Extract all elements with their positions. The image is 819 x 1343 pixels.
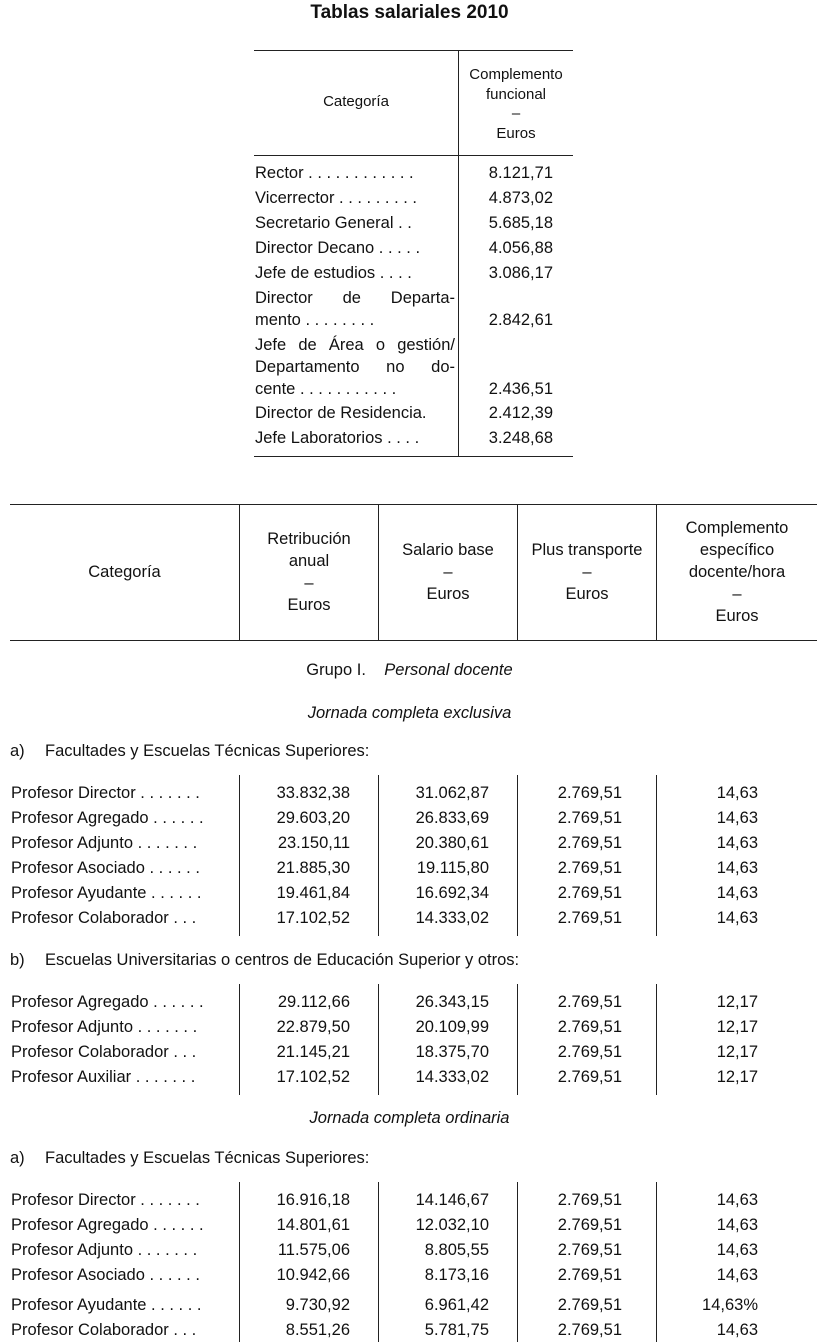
- table-row: [10, 881, 817, 906]
- complement-table: [254, 50, 573, 457]
- row-label: Director Decano . . . . .: [255, 239, 421, 257]
- row-label: Profesor Agregado . . . . . .: [11, 809, 204, 827]
- base-salary-value: 8.805,55: [424, 1241, 489, 1259]
- specific-complement-value: 14,63: [716, 1241, 758, 1259]
- annual-value: 19.461,84: [276, 884, 350, 902]
- row-label: Profesor Colaborador . . .: [11, 1321, 197, 1339]
- specific-complement-value: 14,63: [716, 1191, 758, 1209]
- row-label: Profesor Agregado . . . . . .: [11, 993, 204, 1011]
- table-row: [10, 1238, 817, 1263]
- row-value: 4.873,02: [488, 189, 553, 207]
- row-label: Profesor Colaborador . . .: [11, 1043, 197, 1061]
- row-value: 4.056,88: [488, 239, 553, 257]
- column-header-complement: Complemento funcional – Euros: [469, 66, 563, 142]
- table-rule: [254, 50, 573, 51]
- base-salary-value: 14.333,02: [415, 1068, 489, 1086]
- row-value: 2.842,61: [488, 311, 553, 329]
- transport-value: 2.769,51: [557, 1321, 622, 1339]
- row-value: 3.086,17: [488, 264, 553, 282]
- column-header-specific-complement: Complemento específico docente/hora – Euros: [685, 519, 789, 625]
- transport-value: 2.769,51: [557, 1191, 622, 1209]
- row-label: Profesor Adjunto . . . . . . .: [11, 1241, 198, 1259]
- row-label: Profesor Auxiliar . . . . . . .: [11, 1068, 196, 1086]
- row-label: Jefe Laboratorios . . . .: [255, 429, 420, 447]
- specific-complement-value: 14,63: [716, 909, 758, 927]
- base-salary-value: 5.781,75: [424, 1321, 489, 1339]
- table-row: [10, 990, 817, 1015]
- salary-table-header: [10, 504, 817, 641]
- table-row: [10, 1065, 817, 1090]
- row-value: 3.248,68: [488, 429, 553, 447]
- column-header-category: Categoría: [88, 563, 161, 581]
- row-label: Profesor Agregado . . . . . .: [11, 1216, 204, 1234]
- column-header-transport: Plus transporte – Euros: [531, 541, 643, 603]
- table-rule: [254, 155, 573, 156]
- base-salary-value: 19.115,80: [416, 859, 489, 877]
- salary-block: [10, 775, 817, 936]
- column-header-category: Categoría: [323, 93, 389, 110]
- base-salary-value: 8.173,16: [424, 1266, 489, 1284]
- section-heading: b) Escuelas Universitarias o centros de Educación Superior y otros:: [10, 951, 520, 969]
- specific-complement-value: 14,63: [716, 859, 758, 877]
- specific-complement-value: 12,17: [716, 1018, 758, 1036]
- row-label: Rector . . . . . . . . . . . .: [255, 164, 414, 182]
- annual-value: 21.885,30: [276, 859, 350, 877]
- specific-complement-value: 14,63: [716, 884, 758, 902]
- transport-value: 2.769,51: [557, 1068, 622, 1086]
- section-heading: a) Facultades y Escuelas Técnicas Superiores:: [10, 742, 370, 760]
- table-rule: [10, 640, 817, 641]
- transport-value: 2.769,51: [557, 784, 622, 802]
- table-row: [10, 806, 817, 831]
- section-heading: a) Facultades y Escuelas Técnicas Superiores:: [10, 1149, 370, 1167]
- row-value: 5.685,18: [488, 214, 553, 232]
- row-label: Secretario General . .: [255, 214, 412, 232]
- table-row: [10, 1213, 817, 1238]
- base-salary-value: 14.333,02: [415, 909, 489, 927]
- transport-value: 2.769,51: [557, 834, 622, 852]
- salary-block: [10, 1182, 817, 1342]
- transport-value: 2.769,51: [557, 909, 622, 927]
- annual-value: 21.145,21: [276, 1043, 350, 1061]
- row-value: 2.436,51: [488, 380, 553, 398]
- table-row: [10, 1188, 817, 1213]
- annual-value: 17.102,52: [276, 909, 350, 927]
- page-title: Tablas salariales 2010: [310, 2, 509, 23]
- row-label: Profesor Asociado . . . . . .: [11, 1266, 200, 1284]
- table-row: [10, 1015, 817, 1040]
- row-label: Profesor Ayudante . . . . . .: [11, 1296, 202, 1314]
- base-salary-value: 26.343,15: [415, 993, 489, 1011]
- table-row: [10, 906, 817, 931]
- specific-complement-value: 14,63: [716, 784, 758, 802]
- row-label: Director de Departa- mento . . . . . . . .: [255, 289, 455, 329]
- annual-value: 22.879,50: [276, 1018, 350, 1036]
- specific-complement-value: 14,63%: [702, 1296, 758, 1314]
- transport-value: 2.769,51: [557, 809, 622, 827]
- specific-complement-value: 14,63: [716, 1216, 758, 1234]
- row-label: Profesor Adjunto . . . . . . .: [11, 834, 198, 852]
- annual-value: 29.112,66: [277, 993, 350, 1011]
- row-value: 2.412,39: [488, 404, 553, 422]
- row-label: Profesor Director . . . . . . .: [11, 1191, 200, 1209]
- row-label: Profesor Ayudante . . . . . .: [11, 884, 202, 902]
- annual-value: 11.575,06: [277, 1241, 350, 1259]
- transport-value: 2.769,51: [557, 884, 622, 902]
- table-row: [10, 831, 817, 856]
- row-label: Jefe de estudios . . . .: [255, 264, 412, 282]
- table-rule: [254, 456, 573, 457]
- row-label: Jefe de Área o gestión/ Departamento no do- cente . . . . . . . . . . .: [255, 336, 455, 398]
- transport-value: 2.769,51: [557, 993, 622, 1011]
- row-label: Vicerrector . . . . . . . . .: [255, 189, 417, 207]
- specific-complement-value: 12,17: [716, 1043, 758, 1061]
- jornada-caption: Jornada completa exclusiva: [307, 704, 512, 722]
- specific-complement-value: 14,63: [716, 1321, 758, 1339]
- base-salary-value: 14.146,67: [415, 1191, 489, 1209]
- base-salary-value: 18.375,70: [415, 1043, 489, 1061]
- table-row: [10, 781, 817, 806]
- annual-value: 33.832,38: [276, 784, 350, 802]
- column-header-annual: Retribución anual – Euros: [267, 530, 351, 614]
- transport-value: 2.769,51: [557, 1241, 622, 1259]
- annual-value: 9.730,92: [285, 1296, 350, 1314]
- jornada-caption: Jornada completa ordinaria: [309, 1109, 510, 1127]
- row-label: Profesor Director . . . . . . .: [11, 784, 200, 802]
- transport-value: 2.769,51: [557, 1043, 622, 1061]
- specific-complement-value: 12,17: [716, 1068, 758, 1086]
- base-salary-value: 31.062,87: [415, 784, 489, 802]
- group-caption: Grupo I. Personal docente: [306, 661, 513, 679]
- row-value: 8.121,71: [488, 164, 553, 182]
- salary-block: [10, 984, 817, 1095]
- row-label: Profesor Asociado . . . . . .: [11, 859, 200, 877]
- table-rule: [10, 504, 817, 505]
- table-row: [10, 1040, 817, 1065]
- specific-complement-value: 14,63: [716, 1266, 758, 1284]
- row-label: Director de Residencia.: [255, 404, 427, 422]
- annual-value: 14.801,61: [276, 1216, 350, 1234]
- row-label: Profesor Colaborador . . .: [11, 909, 197, 927]
- table-row: [10, 856, 817, 881]
- specific-complement-value: 12,17: [716, 993, 758, 1011]
- table-row: [10, 1263, 817, 1288]
- base-salary-value: 12.032,10: [415, 1216, 489, 1234]
- specific-complement-value: 14,63: [716, 809, 758, 827]
- annual-value: 23.150,11: [277, 834, 350, 852]
- transport-value: 2.769,51: [557, 1266, 622, 1284]
- column-header-base-salary: Salario base – Euros: [402, 541, 494, 603]
- annual-value: 16.916,18: [276, 1191, 350, 1209]
- annual-value: 29.603,20: [276, 809, 350, 827]
- transport-value: 2.769,51: [557, 1018, 622, 1036]
- base-salary-value: 16.692,34: [415, 884, 489, 902]
- transport-value: 2.769,51: [557, 859, 622, 877]
- annual-value: 17.102,52: [276, 1068, 350, 1086]
- base-salary-value: 6.961,42: [424, 1296, 489, 1314]
- row-label: Profesor Adjunto . . . . . . .: [11, 1018, 198, 1036]
- annual-value: 8.551,26: [285, 1321, 350, 1339]
- base-salary-value: 26.833,69: [415, 809, 489, 827]
- table-row: [10, 1318, 817, 1343]
- transport-value: 2.769,51: [557, 1216, 622, 1234]
- table-row: [10, 1293, 817, 1318]
- transport-value: 2.769,51: [557, 1296, 622, 1314]
- annual-value: 10.942,66: [276, 1266, 350, 1284]
- base-salary-value: 20.380,61: [415, 834, 489, 852]
- base-salary-value: 20.109,99: [415, 1018, 489, 1036]
- specific-complement-value: 14,63: [716, 834, 758, 852]
